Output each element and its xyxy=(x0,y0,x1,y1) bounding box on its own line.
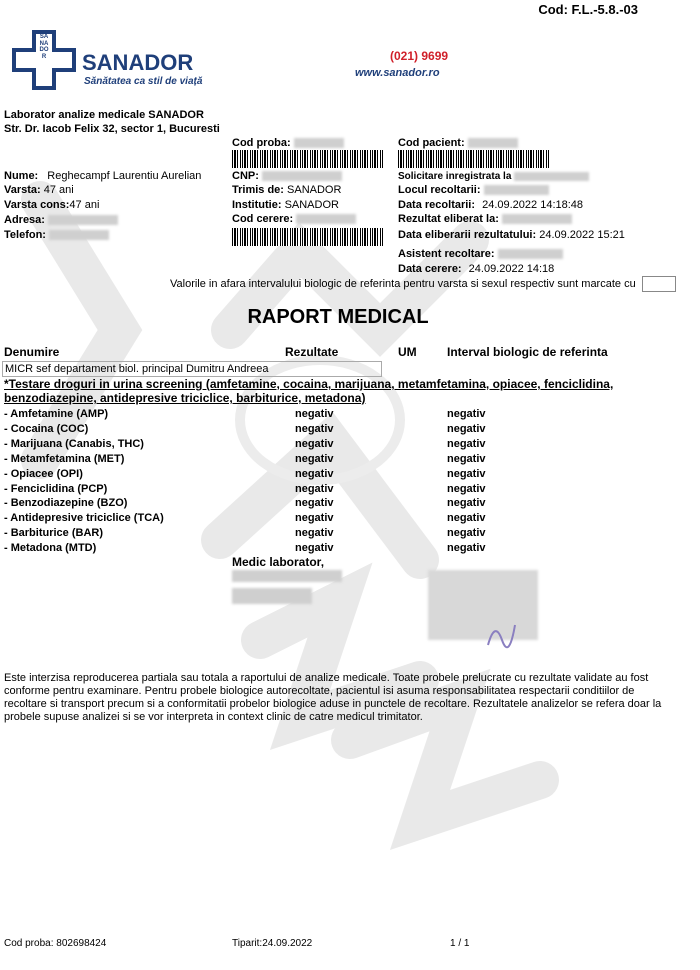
result-value: negativ xyxy=(295,422,334,435)
sent-by-label: Trimis de: xyxy=(232,184,284,196)
document-code: Cod: F.L.-5.8.-03 xyxy=(538,2,638,17)
patient-name-value: Reghecampf Laurentiu Aurelian xyxy=(47,170,202,182)
result-reference: negativ xyxy=(447,482,486,495)
result-issued-label: Rezultat eliberat la: xyxy=(398,213,499,225)
release-date-label: Data eliberarii rezultatului: xyxy=(398,229,537,241)
result-name: - Amfetamine (AMP) xyxy=(4,408,109,420)
patient-address-label: Adresa: xyxy=(4,214,45,226)
lab-address: Str. Dr. Iacob Felix 32, sector 1, Bucuresti xyxy=(4,123,220,135)
redacted-doctor-details xyxy=(232,588,312,604)
out-of-range-marker-box xyxy=(642,276,676,292)
result-value: negativ xyxy=(295,452,334,465)
redacted-phone xyxy=(49,230,109,240)
result-reference: negativ xyxy=(447,408,486,420)
phone-number: (021) 9699 xyxy=(390,49,449,63)
result-value: negativ xyxy=(295,527,334,540)
patient-name-row xyxy=(4,170,201,182)
column-header-result: Rezultate xyxy=(285,345,339,359)
result-reference: negativ xyxy=(447,497,486,510)
logo-tagline: Sănătatea ca stil de viață xyxy=(84,76,203,87)
result-reference: negativ xyxy=(447,452,486,465)
registered-label: Solicitare inregistrata la xyxy=(398,171,512,182)
patient-age-cons-value: 47 ani xyxy=(69,199,100,211)
result-name: - Antidepresive triciclice (TCA) xyxy=(4,512,164,525)
result-name: - Benzodiazepine (BZO) xyxy=(4,497,128,510)
redacted-cnp xyxy=(262,171,342,181)
doctor-label: Medic laborator, xyxy=(232,555,325,569)
patient-age-row xyxy=(4,184,74,196)
result-value: negativ xyxy=(295,542,334,555)
collection-date-row xyxy=(398,199,583,211)
result-value: negativ xyxy=(295,482,334,495)
result-name: - Fenciclidina (PCP) xyxy=(4,482,108,495)
collection-place-label: Locul recoltarii: xyxy=(398,184,481,196)
patient-barcode xyxy=(398,150,550,168)
patient-code-label: Cod pacient: xyxy=(398,137,465,149)
assistant-row xyxy=(398,248,563,260)
result-reference: negativ xyxy=(447,542,486,555)
result-name: - Metamfetamina (MET) xyxy=(4,452,125,465)
redacted-doctor-name xyxy=(232,570,342,582)
patient-age-label: Varsta: xyxy=(4,184,41,196)
result-value: negativ xyxy=(295,512,334,525)
result-value: negativ xyxy=(295,497,334,510)
release-date-value: 24.09.2022 15:21 xyxy=(539,229,625,241)
redacted-collection-place xyxy=(484,185,549,195)
sample-code-label: Cod proba: xyxy=(232,137,291,149)
result-value: negativ xyxy=(295,437,334,450)
result-reference: negativ xyxy=(447,467,486,480)
request-date-row xyxy=(398,263,554,275)
institution-row xyxy=(232,199,339,211)
result-name: - Metadona (MTD) xyxy=(4,542,97,555)
sample-code-row xyxy=(232,137,344,149)
registered-row xyxy=(398,171,589,182)
patient-age-cons-row xyxy=(4,199,99,211)
footer-page-number: 1 / 1 xyxy=(450,938,470,949)
result-reference: negativ xyxy=(447,512,486,525)
patient-name-label: Nume: xyxy=(4,170,39,182)
request-code-label: Cod cerere: xyxy=(232,213,294,225)
collection-place-row xyxy=(398,184,549,196)
redacted-patient-code xyxy=(468,138,518,148)
result-name: - Marijuana (Canabis, THC) xyxy=(4,437,144,450)
request-date-label: Data cerere: xyxy=(398,263,462,275)
patient-phone-label: Telefon: xyxy=(4,229,46,241)
report-title: RAPORT MEDICAL xyxy=(247,306,429,328)
patient-phone-row xyxy=(4,229,109,241)
lab-name: Laborator analize medicale SANADOR xyxy=(4,109,204,121)
result-value: negativ xyxy=(295,408,334,420)
website-link[interactable]: www.sanador.ro xyxy=(355,67,440,79)
result-reference: negativ xyxy=(447,437,486,450)
institution-label: Institutie: xyxy=(232,199,282,211)
footer-sample-code: Cod proba: 802698424 xyxy=(4,938,107,949)
request-code-row xyxy=(232,213,356,225)
institution-value: SANADOR xyxy=(284,199,339,211)
redacted-address xyxy=(48,215,118,225)
patient-address-row xyxy=(4,214,118,226)
patient-code-row xyxy=(398,137,518,149)
logo-vertical-text: SANADOR xyxy=(39,34,49,60)
release-date-row xyxy=(398,229,625,241)
result-name: - Barbiturice (BAR) xyxy=(4,527,104,540)
redacted-registered xyxy=(514,172,589,181)
collection-date-label: Data recoltarii: xyxy=(398,199,476,211)
cnp-row xyxy=(232,170,342,182)
redacted-result-issued xyxy=(502,214,572,224)
column-header-unit: UM xyxy=(398,345,417,359)
sent-by-row xyxy=(232,184,341,196)
redacted-assistant xyxy=(498,249,563,259)
logo-wordmark: SANADOR xyxy=(82,50,194,75)
patient-age-value: 47 ani xyxy=(43,184,74,196)
result-reference: negativ xyxy=(447,527,486,540)
result-value: negativ xyxy=(295,467,334,480)
redacted-sample-code xyxy=(294,138,344,148)
legal-disclaimer: Este interzisa reproducerea partiala sau totala a raportului de analize medicale. Toate probele prelucrate cu rezultate validate au fost conforme pentru examinare. Pentru probele biologice autorecoltate, pacientul isi asuma responsabilitatea respectarii conditiilor de recoltare si transport precum si a conformitatii probelor biologice aduse in punctele de recoltare. Rezultatele analizelor se refera doar la probele supuse analizei si se vor interpreta in context clinic de catre medicul trimitator. xyxy=(4,672,662,723)
result-issued-row xyxy=(398,213,572,225)
sanador-cross-logo xyxy=(12,30,76,90)
column-header-reference: Interval biologic de referinta xyxy=(447,345,608,359)
department-line: MICR sef departament biol. principal Dumitru Andreea xyxy=(2,361,382,377)
patient-age-cons-label: Varsta cons: xyxy=(4,199,70,211)
cnp-label: CNP: xyxy=(232,170,259,182)
sample-barcode xyxy=(232,150,384,168)
request-barcode xyxy=(232,228,384,246)
result-reference: negativ xyxy=(447,422,486,435)
result-name: - Opiacee (OPI) xyxy=(4,467,83,480)
footer-print-date: Tiparit:24.09.2022 xyxy=(232,938,313,949)
assistant-label: Asistent recoltare: xyxy=(398,248,495,260)
out-of-range-note: Valorile in afara intervalului biologic de referinta pentru varsta si sexul respectiv sunt marcate cu xyxy=(170,278,636,290)
request-date-value: 24.09.2022 14:18 xyxy=(468,263,555,275)
result-name: - Cocaina (COC) xyxy=(4,422,89,435)
redacted-request-code xyxy=(296,214,356,224)
column-header-name: Denumire xyxy=(4,345,60,359)
sent-by-value: SANADOR xyxy=(287,184,342,196)
signature-mark xyxy=(480,610,520,650)
test-group-title-line1: *Testare droguri in urina screening (amfetamine, cocaina, marijuana, metamfetamina, opiacee, fenciclidina, xyxy=(4,377,614,391)
collection-date-value: 24.09.2022 14:18:48 xyxy=(482,199,584,211)
test-group-title-line2: benzodiazepine, antidepresive triciclice, barbiturice, metadona) xyxy=(4,391,366,405)
